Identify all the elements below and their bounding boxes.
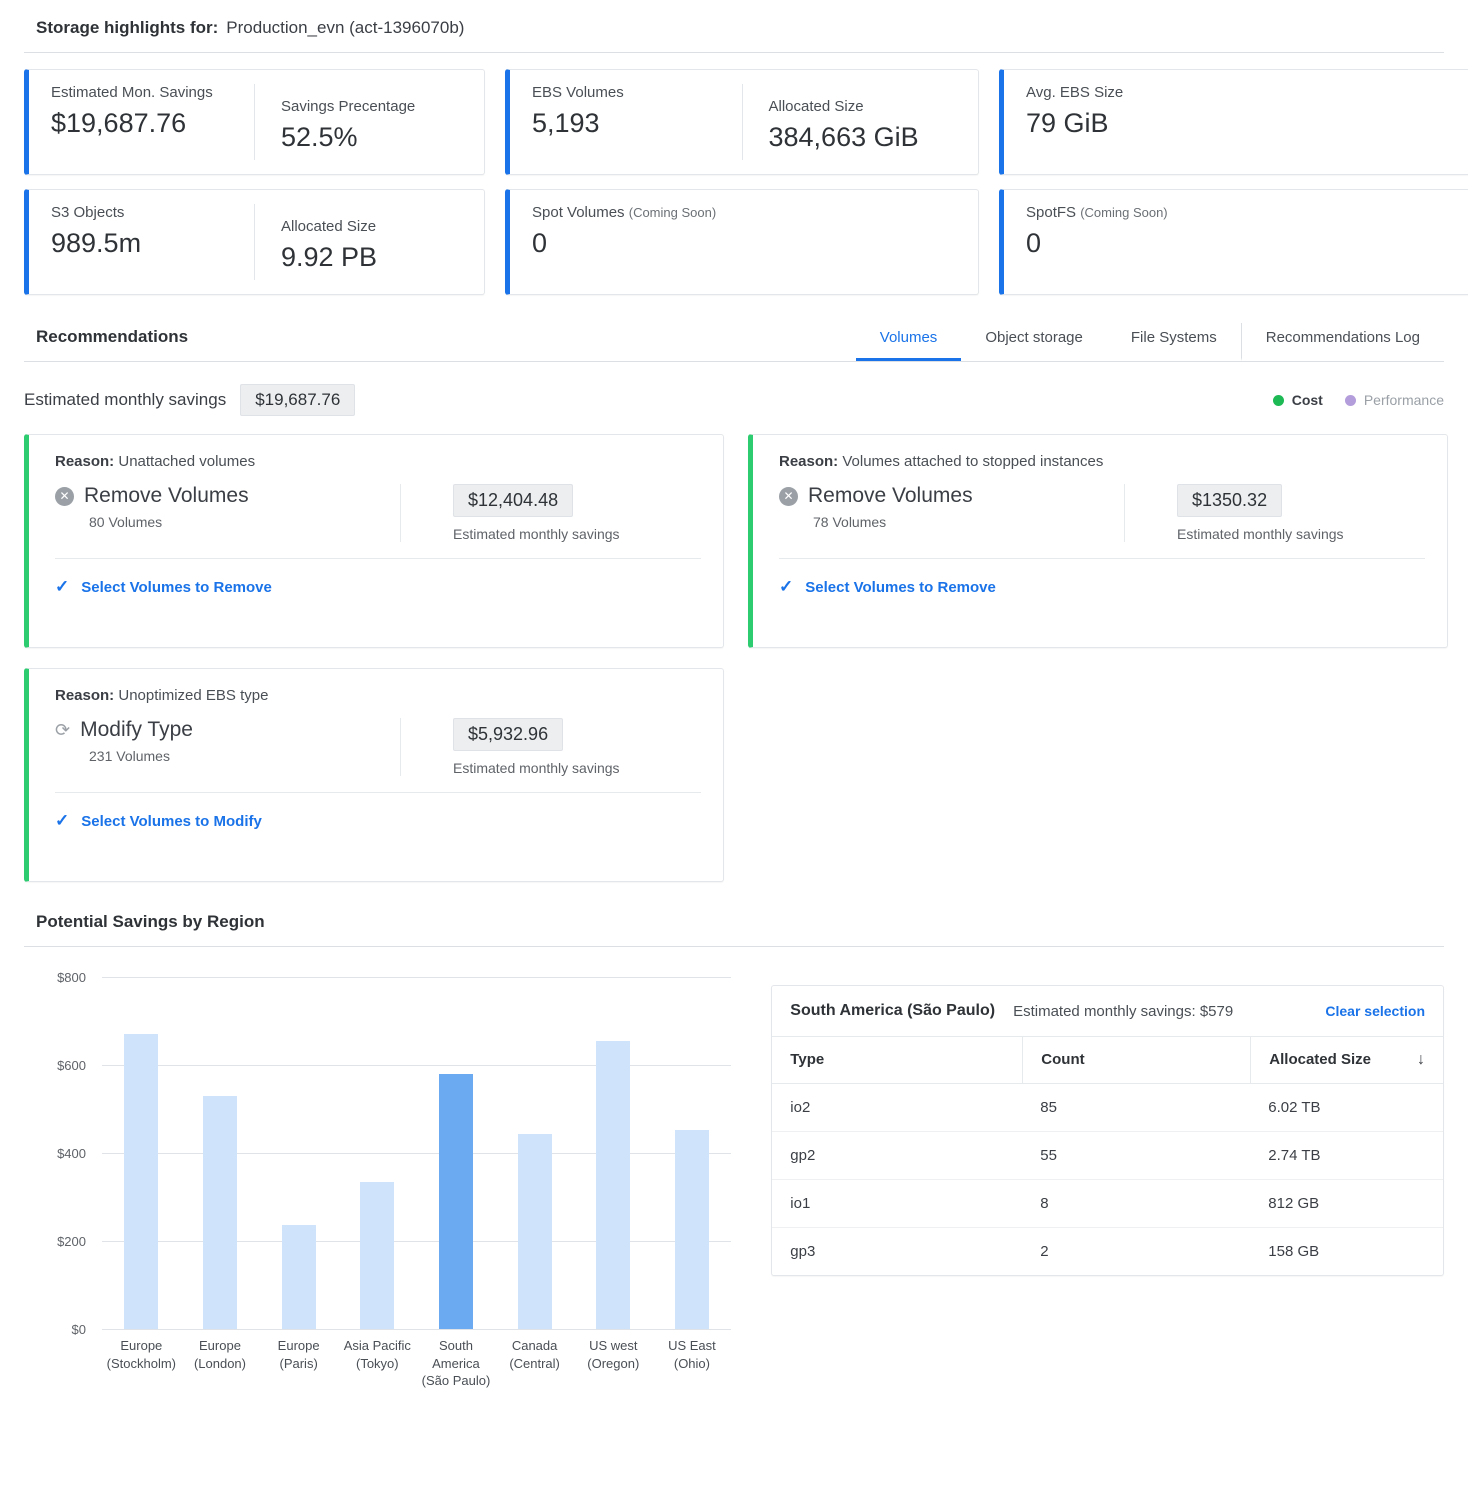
table-row[interactable] (772, 1132, 1443, 1180)
chart-x-label: Europe (Paris) (277, 1338, 320, 1371)
recommendation-count: 78 Volumes (813, 514, 887, 530)
legend-label: Performance (1363, 392, 1444, 408)
chart-bar[interactable] (282, 1225, 316, 1329)
chart-y-tick: $0 (71, 1322, 86, 1337)
chart-bar-column[interactable] (495, 977, 574, 1329)
savings-summary (24, 384, 355, 416)
kpi-value: 989.5m (51, 228, 142, 258)
recommendation-action (779, 484, 1124, 530)
chart-x-label: US west (Oregon) (587, 1338, 640, 1371)
kpi-label: S3 Objects (51, 204, 125, 221)
savings-value-chip: $19,687.76 (240, 384, 355, 416)
cell-type: gp3 (790, 1243, 816, 1260)
region-detail-header (772, 986, 1443, 1037)
link-label: Select Volumes to Remove (805, 578, 996, 596)
select-volumes-to-remove-link[interactable] (55, 577, 701, 597)
cell-allocated-size: 812 GB (1268, 1195, 1320, 1212)
cell-count: 8 (1040, 1195, 1049, 1212)
select-volumes-to-modify-link[interactable] (55, 811, 701, 831)
kpi-value: 5,193 (532, 108, 600, 138)
recommendation-action-title: Remove Volumes (808, 484, 973, 507)
chart-bar[interactable] (439, 1074, 473, 1329)
recommendation-reason (779, 453, 1425, 470)
recommendation-card-unattached-volumes (24, 434, 724, 648)
kpi-value: 384,663 GiB (768, 122, 919, 152)
select-volumes-to-remove-link[interactable] (779, 577, 1425, 597)
remove-circle-icon: ✕ (55, 487, 74, 506)
savings-label: Estimated monthly savings (24, 390, 227, 409)
chart-bars (102, 977, 731, 1329)
recommendation-action-title: Remove Volumes (84, 484, 249, 507)
chart-bar-column[interactable] (102, 977, 181, 1329)
chart-bar[interactable] (596, 1041, 630, 1329)
reason-text: Unattached volumes (118, 453, 256, 470)
kpi-cell (254, 84, 484, 160)
legend (1273, 392, 1444, 408)
cell-type: io2 (790, 1099, 811, 1116)
recommendations-tabs (856, 323, 1444, 361)
chart-x-label: Europe (London) (193, 1338, 246, 1371)
kpi-label (1026, 204, 1451, 221)
kpi-label: EBS Volumes (532, 84, 624, 101)
kpi-label: Avg. EBS Size (1026, 84, 1124, 101)
recommendation-action (55, 484, 400, 530)
cell-count: 55 (1040, 1147, 1057, 1164)
reason-label: Reason: (55, 687, 115, 704)
kpi-cell (29, 70, 254, 174)
kpi-value: 79 GiB (1026, 108, 1109, 138)
kpi-value: 0 (532, 228, 548, 258)
recommendation-amount: $12,404.48 (453, 484, 573, 517)
recommendation-action-title-row (55, 484, 400, 508)
recommendations-header (24, 323, 1444, 362)
chart-x-label: US East (Ohio) (668, 1338, 716, 1371)
chart-bar-column[interactable] (259, 977, 338, 1329)
remove-circle-icon: ✕ (779, 487, 798, 506)
kpi-label: Estimated Mon. Savings (51, 84, 213, 101)
reason-text: Volumes attached to stopped instances (842, 453, 1104, 470)
kpi-cell (510, 190, 978, 294)
recommendation-amount: $5,932.96 (453, 718, 563, 751)
recommendation-savings (400, 484, 701, 542)
chart-bar[interactable] (518, 1134, 552, 1329)
cell-type: io1 (790, 1195, 811, 1212)
kpi-cell (742, 84, 979, 160)
cell-allocated-size: 6.02 TB (1268, 1099, 1321, 1116)
kpi-value: 9.92 PB (281, 242, 378, 272)
kpi-card-avg-ebs-size (999, 69, 1468, 175)
legend-label: Cost (1291, 392, 1323, 408)
recommendation-count: 80 Volumes (89, 514, 163, 530)
recommendation-card-unoptimized-ebs-type (24, 668, 724, 882)
recommendation-action-title-row (779, 484, 1124, 508)
sort-desc-arrow-icon[interactable]: ↓ (1417, 1051, 1425, 1068)
page-header (0, 0, 1468, 38)
recommendation-action-title-row (55, 718, 400, 742)
reason-label: Reason: (55, 453, 115, 470)
chart-bar[interactable] (360, 1182, 394, 1329)
kpi-label: Allocated Size (281, 218, 377, 235)
recommendation-card-stopped-instances (748, 434, 1448, 648)
recommendation-body (55, 484, 701, 559)
potential-savings-title: Potential Savings by Region (36, 912, 265, 931)
page-title: Storage highlights for: (36, 18, 219, 37)
cell-count: 85 (1040, 1099, 1057, 1116)
chart-x-label: Europe (Stockholm) (106, 1338, 176, 1371)
kpi-value: 0 (1026, 228, 1042, 258)
chart-gridline (102, 1329, 731, 1330)
cell-count: 2 (1040, 1243, 1049, 1260)
tab-object-storage[interactable]: Object storage (985, 329, 1083, 346)
check-icon: ✓ (55, 577, 70, 596)
coming-soon-badge: (Coming Soon) (1080, 205, 1168, 220)
kpi-card-ebs-volumes (505, 69, 979, 175)
kpi-label: Allocated Size (768, 98, 864, 115)
performance-dot-icon (1345, 395, 1356, 406)
kpi-cell (254, 204, 484, 280)
chart-bar-column[interactable] (417, 977, 496, 1329)
column-header-allocated-size[interactable] (1250, 1037, 1425, 1083)
region-name: South America (São Paulo) (790, 1002, 996, 1019)
cell-allocated-size: 158 GB (1268, 1243, 1320, 1260)
chart-x-label: South America (São Paulo) (421, 1338, 491, 1389)
chart-bar[interactable] (675, 1130, 709, 1329)
chart-y-tick: $400 (57, 1146, 86, 1161)
kpi-card-spotfs (999, 189, 1468, 295)
recommendation-body (779, 484, 1425, 559)
clear-selection-button[interactable]: Clear selection (1325, 1003, 1425, 1019)
recommendations-title: Recommendations (36, 327, 189, 346)
potential-savings-section (0, 947, 1468, 1389)
chart-y-tick: $600 (57, 1058, 86, 1073)
recommendation-action (55, 718, 400, 764)
region-savings: Estimated monthly savings: $579 (1013, 1002, 1234, 1020)
region-detail-table (771, 985, 1444, 1276)
table-body (772, 1084, 1443, 1275)
kpi-cell (29, 190, 254, 294)
legend-item-cost[interactable] (1273, 392, 1323, 408)
chart-y-tick: $200 (57, 1234, 86, 1249)
reason-label: Reason: (779, 453, 839, 470)
kpi-label: Savings Precentage (281, 98, 416, 115)
chart-y-tick: $800 (57, 970, 86, 985)
chart-x-label: Canada (Central) (509, 1338, 560, 1371)
link-label: Select Volumes to Remove (81, 578, 272, 596)
column-header-count[interactable]: Count (1022, 1037, 1250, 1083)
cost-dot-icon (1273, 395, 1284, 406)
table-row[interactable] (772, 1084, 1443, 1132)
kpi-card-s3-objects (24, 189, 485, 295)
recommendation-count: 231 Volumes (89, 748, 170, 764)
savings-summary-row (24, 384, 1444, 416)
kpi-cell (510, 70, 742, 174)
sync-icon: ⟳ (55, 719, 71, 740)
recommendation-savings (1124, 484, 1425, 542)
kpi-cell (1004, 70, 1468, 174)
recommendation-savings (400, 718, 701, 776)
reason-text: Unoptimized EBS type (118, 687, 269, 704)
chart-bar[interactable] (124, 1034, 158, 1329)
chart-x-label: Asia Pacific (Tokyo) (343, 1338, 411, 1371)
table-row[interactable] (772, 1228, 1443, 1275)
recommendation-amount: $1350.32 (1177, 484, 1282, 517)
recommendation-amount-caption: Estimated monthly savings (453, 760, 620, 776)
chart-bar[interactable] (203, 1096, 237, 1329)
kpi-label (532, 204, 960, 221)
kpi-cell (1004, 190, 1468, 294)
chart-bar-column[interactable] (653, 977, 732, 1329)
chart-bar-column[interactable] (574, 977, 653, 1329)
savings-by-region-chart (24, 963, 731, 1389)
link-label: Select Volumes to Modify (81, 812, 262, 830)
table-header-row (772, 1037, 1443, 1084)
chart-x-axis-labels (102, 1337, 731, 1390)
kpi-label-text: Spot Volumes (532, 204, 625, 221)
recommendation-amount-caption: Estimated monthly savings (1177, 526, 1344, 542)
kpi-label-text: SpotFS (1026, 204, 1077, 221)
kpi-card-estimated-savings (24, 69, 485, 175)
cell-type: gp2 (790, 1147, 816, 1164)
recommendation-cards (0, 416, 1468, 882)
kpi-value: $19,687.76 (51, 108, 187, 138)
legend-item-performance[interactable] (1345, 392, 1444, 408)
tab-file-systems[interactable]: File Systems (1130, 329, 1217, 346)
check-icon: ✓ (55, 811, 70, 830)
kpi-grid (0, 53, 1468, 295)
kpi-value: 52.5% (281, 122, 358, 152)
tab-recommendations-log[interactable]: Recommendations Log (1241, 323, 1444, 361)
coming-soon-badge: (Coming Soon) (628, 205, 717, 220)
recommendation-action-title: Modify Type (80, 718, 193, 741)
recommendation-reason (55, 453, 701, 470)
chart-plot-area (57, 970, 731, 1337)
column-header-type[interactable]: Type (790, 1051, 825, 1068)
chart-bar-column[interactable] (181, 977, 260, 1329)
check-icon: ✓ (779, 577, 794, 596)
chart-bar-column[interactable] (338, 977, 417, 1329)
column-header-label: Allocated Size (1269, 1051, 1371, 1068)
cell-allocated-size: 2.74 TB (1268, 1147, 1321, 1164)
recommendation-body (55, 718, 701, 793)
tab-volumes[interactable]: Volumes (856, 323, 962, 361)
recommendation-reason (55, 687, 701, 704)
recommendation-amount-caption: Estimated monthly savings (453, 526, 620, 542)
kpi-card-spot-volumes (505, 189, 979, 295)
table-row[interactable] (772, 1180, 1443, 1228)
account-name: Production_evn (act-1396070b) (226, 18, 465, 37)
